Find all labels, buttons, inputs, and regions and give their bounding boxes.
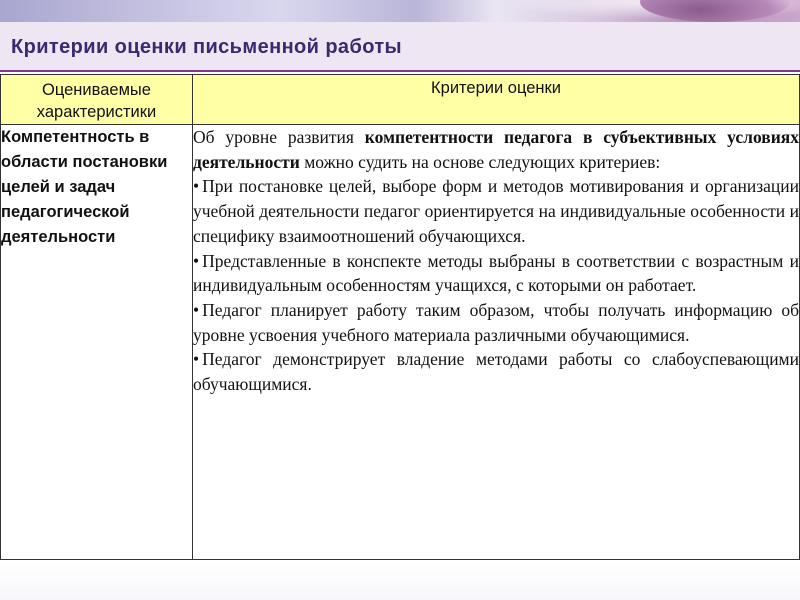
criterion-bullet-4 bbox=[193, 347, 799, 396]
intro-prefix: Об уровне развития bbox=[193, 127, 365, 147]
criteria-table bbox=[0, 74, 800, 560]
header-criteria-label: Критерии оценки bbox=[431, 79, 561, 97]
bullet-icon: • bbox=[193, 176, 200, 197]
slide-title: Критерии оценки письменной работы bbox=[11, 36, 403, 58]
header-characteristics-label: Оцениваемые характеристики bbox=[36, 80, 157, 121]
header-criteria bbox=[193, 75, 800, 125]
header-banner bbox=[0, 0, 800, 22]
intro-suffix: можно судить на основе следующих критериев: bbox=[299, 151, 661, 172]
criterion-text-2: Представленные в конспекте методы выбраны в соответствии с возрастным и индивидуальным особенностям учащихся, с которыми он работает. bbox=[193, 250, 799, 296]
characteristic-cell bbox=[1, 125, 193, 560]
characteristic-text: Компетентность в области постановки целей и задач педагогической деятельности bbox=[1, 128, 168, 246]
bullet-icon: • bbox=[193, 349, 200, 370]
footer-band bbox=[0, 560, 800, 600]
criterion-bullet-1 bbox=[193, 174, 799, 248]
bullet-icon: • bbox=[193, 299, 200, 320]
criterion-text-1: При постановке целей, выборе форм и методов мотивирования и организации учебной деятельности педагог ориентируется на индивидуальные особенности и специфику взаимоотношений обучающихся. bbox=[193, 176, 799, 246]
table-header-row bbox=[1, 75, 800, 125]
criteria-cell bbox=[193, 125, 800, 560]
criterion-text-4: Педагог демонстрирует владение методами работы со слабоуспевающими обучающимися. bbox=[193, 349, 799, 395]
title-divider bbox=[0, 70, 800, 72]
criterion-bullet-2 bbox=[193, 249, 799, 298]
intro-bold: компетентности педагога в субъективных условиях деятельности bbox=[193, 127, 800, 172]
criterion-bullet-3 bbox=[193, 298, 799, 347]
bullet-icon: • bbox=[193, 250, 200, 271]
header-characteristics bbox=[1, 75, 193, 125]
criterion-text-3: Педагог планирует работу таким образом, чтобы получать информацию об уровне усвоения учебного материала различными обучающимися. bbox=[193, 299, 799, 345]
table-row bbox=[1, 125, 800, 560]
criteria-intro bbox=[193, 125, 799, 174]
